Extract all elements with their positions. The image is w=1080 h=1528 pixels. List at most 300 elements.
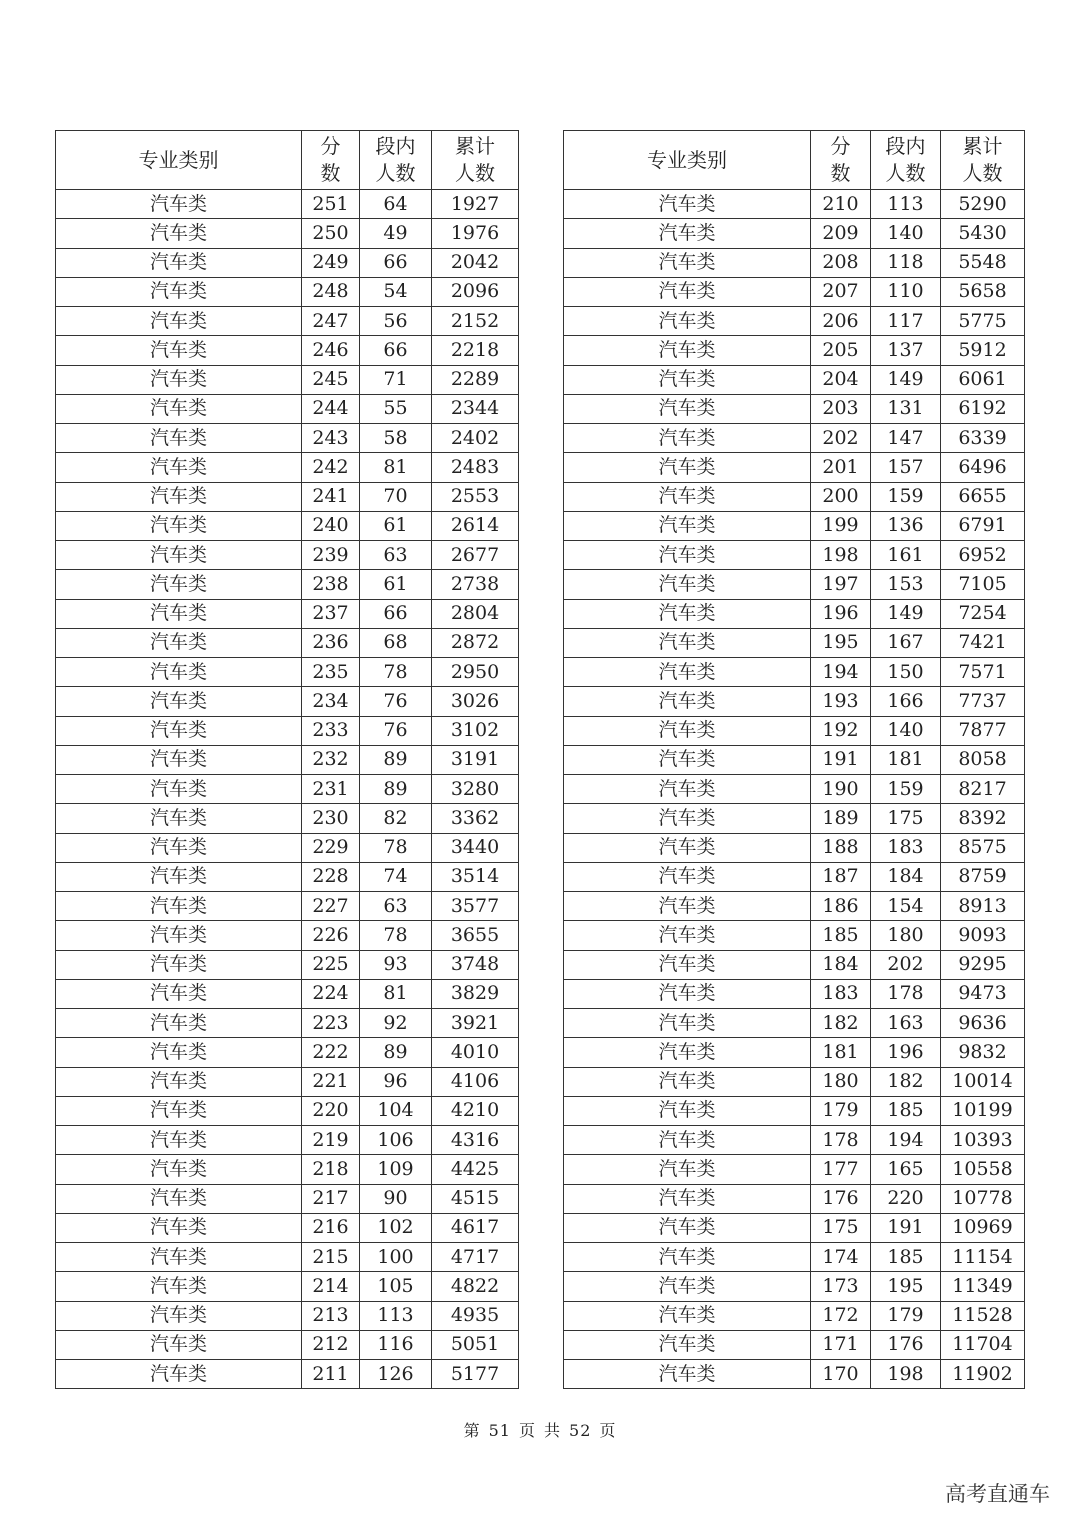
- table-header-row: [56, 131, 519, 190]
- cell-cumulative-count: 3440: [432, 833, 519, 862]
- cell-band-count: 159: [871, 482, 941, 511]
- header-cumulative-count: 累计 人数: [941, 131, 1025, 190]
- cell-category: 汽车类: [564, 424, 811, 453]
- cell-score: 218: [302, 1155, 360, 1184]
- cell-category: 汽车类: [564, 745, 811, 774]
- cell-band-count: 185: [871, 1243, 941, 1272]
- cell-band-count: 140: [871, 219, 941, 248]
- cell-cumulative-count: 11349: [941, 1272, 1025, 1301]
- cell-score: 229: [302, 833, 360, 862]
- cell-band-count: 82: [360, 804, 432, 833]
- cell-score: 211: [302, 1360, 360, 1389]
- table-row: [564, 745, 1025, 774]
- table-row: [564, 1067, 1025, 1096]
- cell-band-count: 81: [360, 453, 432, 482]
- cell-score: 215: [302, 1243, 360, 1272]
- cell-category: 汽车类: [564, 453, 811, 482]
- cell-score: 243: [302, 424, 360, 453]
- cell-cumulative-count: 3280: [432, 775, 519, 804]
- cell-band-count: 78: [360, 921, 432, 950]
- cell-band-count: 136: [871, 511, 941, 540]
- table-row: [564, 1126, 1025, 1155]
- cell-category: 汽车类: [564, 1155, 811, 1184]
- cell-category: 汽车类: [56, 599, 302, 628]
- cell-band-count: 163: [871, 1009, 941, 1038]
- cell-cumulative-count: 6061: [941, 365, 1025, 394]
- cell-category: 汽车类: [564, 1096, 811, 1125]
- table-row: [56, 1067, 519, 1096]
- table-row: [56, 745, 519, 774]
- table-row: [564, 482, 1025, 511]
- cell-cumulative-count: 2096: [432, 277, 519, 306]
- cell-category: 汽车类: [56, 570, 302, 599]
- cell-category: 汽车类: [564, 365, 811, 394]
- cell-score: 179: [811, 1096, 871, 1125]
- cell-band-count: 149: [871, 365, 941, 394]
- cell-cumulative-count: 4515: [432, 1184, 519, 1213]
- cell-score: 191: [811, 745, 871, 774]
- cell-cumulative-count: 10778: [941, 1184, 1025, 1213]
- cell-category: 汽车类: [56, 658, 302, 687]
- cell-score: 210: [811, 190, 871, 219]
- table-row: [56, 775, 519, 804]
- cell-cumulative-count: 7737: [941, 687, 1025, 716]
- cell-category: 汽车类: [56, 277, 302, 306]
- cell-score: 237: [302, 599, 360, 628]
- cell-category: 汽车类: [564, 862, 811, 891]
- cell-band-count: 181: [871, 745, 941, 774]
- cell-cumulative-count: 4316: [432, 1126, 519, 1155]
- table-row: [56, 658, 519, 687]
- table-row: [564, 190, 1025, 219]
- cell-band-count: 104: [360, 1096, 432, 1125]
- cell-cumulative-count: 7877: [941, 716, 1025, 745]
- cell-cumulative-count: 1927: [432, 190, 519, 219]
- table-row: [564, 1243, 1025, 1272]
- table-row: [56, 628, 519, 657]
- cell-cumulative-count: 5051: [432, 1330, 519, 1359]
- cell-band-count: 58: [360, 424, 432, 453]
- cell-band-count: 140: [871, 716, 941, 745]
- table-row: [564, 570, 1025, 599]
- cell-band-count: 113: [360, 1301, 432, 1330]
- header-score: 分 数: [302, 131, 360, 190]
- cell-band-count: 66: [360, 248, 432, 277]
- cell-band-count: 93: [360, 950, 432, 979]
- cell-cumulative-count: 4425: [432, 1155, 519, 1184]
- table-row: [56, 921, 519, 950]
- cell-band-count: 78: [360, 833, 432, 862]
- cell-score: 172: [811, 1301, 871, 1330]
- cell-cumulative-count: 9636: [941, 1009, 1025, 1038]
- table-row: [564, 541, 1025, 570]
- cell-cumulative-count: 9832: [941, 1038, 1025, 1067]
- cell-score: 178: [811, 1126, 871, 1155]
- table-row: [564, 453, 1025, 482]
- cell-category: 汽车类: [56, 453, 302, 482]
- cell-cumulative-count: 9295: [941, 950, 1025, 979]
- cell-cumulative-count: 8058: [941, 745, 1025, 774]
- cell-category: 汽车类: [56, 1360, 302, 1389]
- table-row: [564, 804, 1025, 833]
- cell-band-count: 184: [871, 862, 941, 891]
- cell-score: 171: [811, 1330, 871, 1359]
- cell-cumulative-count: 8217: [941, 775, 1025, 804]
- cell-score: 195: [811, 628, 871, 657]
- header-category: 专业类别: [564, 131, 811, 190]
- cell-band-count: 66: [360, 336, 432, 365]
- cell-score: 223: [302, 1009, 360, 1038]
- cell-cumulative-count: 2218: [432, 336, 519, 365]
- table-row: [56, 1330, 519, 1359]
- table-row: [564, 716, 1025, 745]
- score-table-right: [563, 130, 1025, 1389]
- cell-category: 汽车类: [56, 336, 302, 365]
- cell-score: 176: [811, 1184, 871, 1213]
- total-page-number: 52: [569, 1421, 592, 1440]
- cell-category: 汽车类: [56, 892, 302, 921]
- cell-score: 226: [302, 921, 360, 950]
- cell-score: 196: [811, 599, 871, 628]
- cell-band-count: 154: [871, 892, 941, 921]
- cell-score: 184: [811, 950, 871, 979]
- cell-cumulative-count: 2553: [432, 482, 519, 511]
- table-row: [56, 248, 519, 277]
- cell-category: 汽车类: [56, 248, 302, 277]
- cell-band-count: 179: [871, 1301, 941, 1330]
- table-row: [56, 950, 519, 979]
- cell-band-count: 106: [360, 1126, 432, 1155]
- table-row: [56, 1243, 519, 1272]
- cell-score: 202: [811, 424, 871, 453]
- cell-band-count: 195: [871, 1272, 941, 1301]
- cell-category: 汽车类: [564, 921, 811, 950]
- cell-band-count: 131: [871, 394, 941, 423]
- cell-score: 214: [302, 1272, 360, 1301]
- cell-category: 汽车类: [56, 921, 302, 950]
- cell-cumulative-count: 5177: [432, 1360, 519, 1389]
- header-score: 分 数: [811, 131, 871, 190]
- cell-cumulative-count: 2804: [432, 599, 519, 628]
- cell-cumulative-count: 7421: [941, 628, 1025, 657]
- cell-score: 244: [302, 394, 360, 423]
- cell-band-count: 55: [360, 394, 432, 423]
- table-row: [564, 511, 1025, 540]
- cell-cumulative-count: 3102: [432, 716, 519, 745]
- cell-band-count: 61: [360, 511, 432, 540]
- cell-cumulative-count: 3514: [432, 862, 519, 891]
- header-category: 专业类别: [56, 131, 302, 190]
- cell-category: 汽车类: [56, 1184, 302, 1213]
- cell-score: 199: [811, 511, 871, 540]
- cell-cumulative-count: 6655: [941, 482, 1025, 511]
- cell-score: 219: [302, 1126, 360, 1155]
- table-row: [564, 336, 1025, 365]
- cell-cumulative-count: 8392: [941, 804, 1025, 833]
- cell-cumulative-count: 10969: [941, 1213, 1025, 1242]
- cell-score: 205: [811, 336, 871, 365]
- cell-score: 248: [302, 277, 360, 306]
- cell-category: 汽车类: [56, 1330, 302, 1359]
- table-row: [564, 394, 1025, 423]
- source-watermark: 高考直通车: [945, 1482, 1050, 1506]
- cell-cumulative-count: 2950: [432, 658, 519, 687]
- table-row: [56, 716, 519, 745]
- cell-band-count: 180: [871, 921, 941, 950]
- table-row: [56, 599, 519, 628]
- cell-band-count: 183: [871, 833, 941, 862]
- cell-cumulative-count: 5775: [941, 307, 1025, 336]
- cell-category: 汽车类: [564, 599, 811, 628]
- table-row: [564, 248, 1025, 277]
- cell-category: 汽车类: [56, 394, 302, 423]
- cell-band-count: 90: [360, 1184, 432, 1213]
- table-row: [564, 1009, 1025, 1038]
- cell-cumulative-count: 9093: [941, 921, 1025, 950]
- cell-band-count: 175: [871, 804, 941, 833]
- cell-category: 汽车类: [564, 1213, 811, 1242]
- cell-category: 汽车类: [56, 687, 302, 716]
- table-row: [56, 1096, 519, 1125]
- cell-category: 汽车类: [564, 628, 811, 657]
- cell-score: 239: [302, 541, 360, 570]
- cell-category: 汽车类: [564, 1301, 811, 1330]
- cell-band-count: 191: [871, 1213, 941, 1242]
- table-row: [56, 277, 519, 306]
- cell-category: 汽车类: [564, 541, 811, 570]
- cell-category: 汽车类: [564, 1330, 811, 1359]
- cell-category: 汽车类: [564, 804, 811, 833]
- cell-score: 174: [811, 1243, 871, 1272]
- cell-category: 汽车类: [56, 745, 302, 774]
- cell-band-count: 165: [871, 1155, 941, 1184]
- table-row: [56, 1038, 519, 1067]
- cell-cumulative-count: 4106: [432, 1067, 519, 1096]
- cell-category: 汽车类: [56, 219, 302, 248]
- cell-band-count: 167: [871, 628, 941, 657]
- cell-score: 221: [302, 1067, 360, 1096]
- table-row: [56, 1155, 519, 1184]
- cell-cumulative-count: 2677: [432, 541, 519, 570]
- cell-score: 194: [811, 658, 871, 687]
- cell-cumulative-count: 7254: [941, 599, 1025, 628]
- cell-score: 175: [811, 1213, 871, 1242]
- cell-band-count: 61: [360, 570, 432, 599]
- table-row: [56, 336, 519, 365]
- cell-cumulative-count: 5430: [941, 219, 1025, 248]
- cell-category: 汽车类: [56, 950, 302, 979]
- table-row: [564, 628, 1025, 657]
- cell-category: 汽车类: [564, 892, 811, 921]
- cell-score: 234: [302, 687, 360, 716]
- cell-score: 217: [302, 1184, 360, 1213]
- cell-category: 汽车类: [56, 1155, 302, 1184]
- cell-cumulative-count: 7105: [941, 570, 1025, 599]
- cell-cumulative-count: 4822: [432, 1272, 519, 1301]
- cell-band-count: 178: [871, 979, 941, 1008]
- cell-category: 汽车类: [564, 775, 811, 804]
- cell-score: 187: [811, 862, 871, 891]
- table-row: [564, 599, 1025, 628]
- cell-category: 汽车类: [564, 248, 811, 277]
- cell-category: 汽车类: [56, 628, 302, 657]
- cell-band-count: 64: [360, 190, 432, 219]
- current-page-number: 51: [488, 1421, 511, 1440]
- cell-cumulative-count: 5912: [941, 336, 1025, 365]
- cell-score: 190: [811, 775, 871, 804]
- table-row: [564, 277, 1025, 306]
- cell-band-count: 63: [360, 541, 432, 570]
- cell-cumulative-count: 10393: [941, 1126, 1025, 1155]
- cell-category: 汽车类: [56, 424, 302, 453]
- cell-category: 汽车类: [56, 1009, 302, 1038]
- cell-score: 216: [302, 1213, 360, 1242]
- table-row: [56, 307, 519, 336]
- cell-cumulative-count: 6192: [941, 394, 1025, 423]
- cell-cumulative-count: 4210: [432, 1096, 519, 1125]
- cell-band-count: 110: [871, 277, 941, 306]
- cell-band-count: 105: [360, 1272, 432, 1301]
- cell-score: 173: [811, 1272, 871, 1301]
- cell-score: 222: [302, 1038, 360, 1067]
- cell-cumulative-count: 3748: [432, 950, 519, 979]
- table-row: [564, 950, 1025, 979]
- cell-cumulative-count: 6339: [941, 424, 1025, 453]
- cell-band-count: 117: [871, 307, 941, 336]
- cell-score: 180: [811, 1067, 871, 1096]
- table-row: [56, 453, 519, 482]
- table-row: [56, 511, 519, 540]
- cell-score: 200: [811, 482, 871, 511]
- cell-band-count: 185: [871, 1096, 941, 1125]
- table-row: [56, 833, 519, 862]
- cell-category: 汽车类: [56, 716, 302, 745]
- cell-cumulative-count: 5290: [941, 190, 1025, 219]
- table-row: [564, 979, 1025, 1008]
- cell-cumulative-count: 8575: [941, 833, 1025, 862]
- cell-category: 汽车类: [56, 511, 302, 540]
- table-row: [564, 219, 1025, 248]
- cell-category: 汽车类: [564, 1038, 811, 1067]
- cell-score: 220: [302, 1096, 360, 1125]
- table-row: [564, 307, 1025, 336]
- table-row: [564, 1155, 1025, 1184]
- cell-cumulative-count: 3655: [432, 921, 519, 950]
- table-header-row: [564, 131, 1025, 190]
- cell-score: 197: [811, 570, 871, 599]
- table-row: [564, 1038, 1025, 1067]
- cell-band-count: 147: [871, 424, 941, 453]
- table-row: [564, 424, 1025, 453]
- table-row: [56, 1360, 519, 1389]
- cell-cumulative-count: 5548: [941, 248, 1025, 277]
- cell-cumulative-count: 2289: [432, 365, 519, 394]
- cell-score: 177: [811, 1155, 871, 1184]
- cell-category: 汽车类: [56, 1038, 302, 1067]
- table-row: [56, 1213, 519, 1242]
- cell-cumulative-count: 3191: [432, 745, 519, 774]
- cell-band-count: 102: [360, 1213, 432, 1242]
- cell-band-count: 182: [871, 1067, 941, 1096]
- cell-category: 汽车类: [56, 804, 302, 833]
- cell-score: 246: [302, 336, 360, 365]
- table-row: [56, 862, 519, 891]
- cell-band-count: 81: [360, 979, 432, 1008]
- cell-category: 汽车类: [564, 570, 811, 599]
- table-row: [56, 1301, 519, 1330]
- cell-score: 242: [302, 453, 360, 482]
- table-row: [564, 833, 1025, 862]
- cell-score: 208: [811, 248, 871, 277]
- table-row: [564, 365, 1025, 394]
- cell-category: 汽车类: [564, 1360, 811, 1389]
- cell-category: 汽车类: [56, 482, 302, 511]
- cell-cumulative-count: 2344: [432, 394, 519, 423]
- table-row: [56, 979, 519, 1008]
- cell-band-count: 137: [871, 336, 941, 365]
- cell-category: 汽车类: [56, 1243, 302, 1272]
- table-row: [564, 658, 1025, 687]
- cell-score: 193: [811, 687, 871, 716]
- cell-cumulative-count: 3921: [432, 1009, 519, 1038]
- cell-score: 233: [302, 716, 360, 745]
- cell-score: 212: [302, 1330, 360, 1359]
- cell-score: 203: [811, 394, 871, 423]
- cell-category: 汽车类: [564, 1243, 811, 1272]
- cell-cumulative-count: 6791: [941, 511, 1025, 540]
- cell-band-count: 161: [871, 541, 941, 570]
- cell-band-count: 159: [871, 775, 941, 804]
- cell-category: 汽车类: [56, 1096, 302, 1125]
- table-row: [564, 1272, 1025, 1301]
- cell-score: 183: [811, 979, 871, 1008]
- table-row: [564, 921, 1025, 950]
- cell-category: 汽车类: [56, 979, 302, 1008]
- cell-score: 236: [302, 628, 360, 657]
- cell-band-count: 150: [871, 658, 941, 687]
- table-row: [564, 687, 1025, 716]
- cell-cumulative-count: 3362: [432, 804, 519, 833]
- cell-cumulative-count: 9473: [941, 979, 1025, 1008]
- cell-band-count: 198: [871, 1360, 941, 1389]
- cell-category: 汽车类: [564, 833, 811, 862]
- cell-score: 228: [302, 862, 360, 891]
- table-row: [56, 804, 519, 833]
- cell-score: 213: [302, 1301, 360, 1330]
- table-row: [56, 1184, 519, 1213]
- cell-band-count: 63: [360, 892, 432, 921]
- page-footer: 第 51 页 共 52 页: [463, 1421, 617, 1440]
- cell-score: 230: [302, 804, 360, 833]
- cell-category: 汽车类: [564, 307, 811, 336]
- cell-score: 182: [811, 1009, 871, 1038]
- cell-category: 汽车类: [564, 979, 811, 1008]
- cell-score: 181: [811, 1038, 871, 1067]
- table-row: [56, 219, 519, 248]
- cell-cumulative-count: 11902: [941, 1360, 1025, 1389]
- cell-score: 209: [811, 219, 871, 248]
- cell-cumulative-count: 2738: [432, 570, 519, 599]
- cell-band-count: 92: [360, 1009, 432, 1038]
- cell-cumulative-count: 2042: [432, 248, 519, 277]
- cell-category: 汽车类: [56, 541, 302, 570]
- cell-band-count: 76: [360, 716, 432, 745]
- cell-score: 185: [811, 921, 871, 950]
- cell-category: 汽车类: [564, 219, 811, 248]
- cell-cumulative-count: 6496: [941, 453, 1025, 482]
- table-row: [56, 394, 519, 423]
- cell-cumulative-count: 3829: [432, 979, 519, 1008]
